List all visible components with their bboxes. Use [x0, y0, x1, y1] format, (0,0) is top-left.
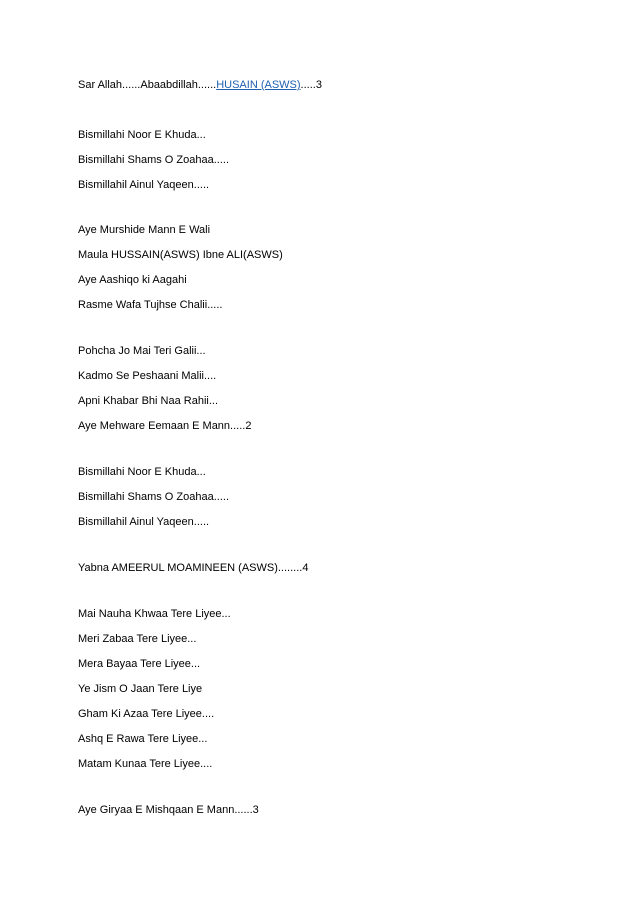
husain-link[interactable]: HUSAIN (ASWS)	[216, 79, 301, 91]
lyric-line: Apni Khabar Bhi Naa Rahii...	[78, 395, 219, 407]
lyric-line: Aye Murshide Mann E Wali	[78, 224, 211, 236]
lyric-line: Bismillahi Shams O Zoahaa.....	[78, 154, 230, 166]
lyric-line: Maula HUSSAIN(ASWS) Ibne ALI(ASWS)	[78, 249, 283, 261]
lyric-line: Ashq E Rawa Tere Liyee...	[78, 733, 208, 745]
lyric-line: Rasme Wafa Tujhse Chalii.....	[78, 299, 223, 311]
lyric-line: Aye Mehware Eemaan E Mann.....2	[78, 420, 252, 432]
lyric-line: Ye Jism O Jaan Tere Liye	[78, 683, 203, 695]
lyric-line: Bismillahil Ainul Yaqeen.....	[78, 516, 210, 528]
title-prefix: Sar Allah......Abaabdillah......	[78, 79, 217, 91]
lyric-line: Bismillahi Noor E Khuda...	[78, 129, 206, 141]
lyric-line: Bismillahi Noor E Khuda...	[78, 466, 206, 478]
lyric-line: Gham Ki Azaa Tere Liyee....	[78, 708, 215, 720]
lyric-line: Mera Bayaa Tere Liyee...	[78, 658, 201, 670]
lyric-line: Aye Giryaa E Mishqaan E Mann......3	[78, 804, 259, 816]
lyric-line: Meri Zabaa Tere Liyee...	[78, 633, 197, 645]
lyric-line: Bismillahi Shams O Zoahaa.....	[78, 491, 230, 503]
lyric-line: Matam Kunaa Tere Liyee....	[78, 758, 213, 770]
lyric-line: Pohcha Jo Mai Teri Galii...	[78, 345, 206, 357]
lyric-line: Kadmo Se Peshaani Malii....	[78, 370, 217, 382]
title-suffix: .....3	[300, 79, 322, 91]
lyric-line: Mai Nauha Khwaa Tere Liyee...	[78, 608, 231, 620]
lyric-line: Aye Aashiqo ki Aagahi	[78, 274, 187, 286]
title-line	[78, 78, 322, 92]
lyric-line: Yabna AMEERUL MOAMINEEN (ASWS)........4	[78, 562, 309, 574]
lyric-line: Bismillahil Ainul Yaqeen.....	[78, 179, 210, 191]
